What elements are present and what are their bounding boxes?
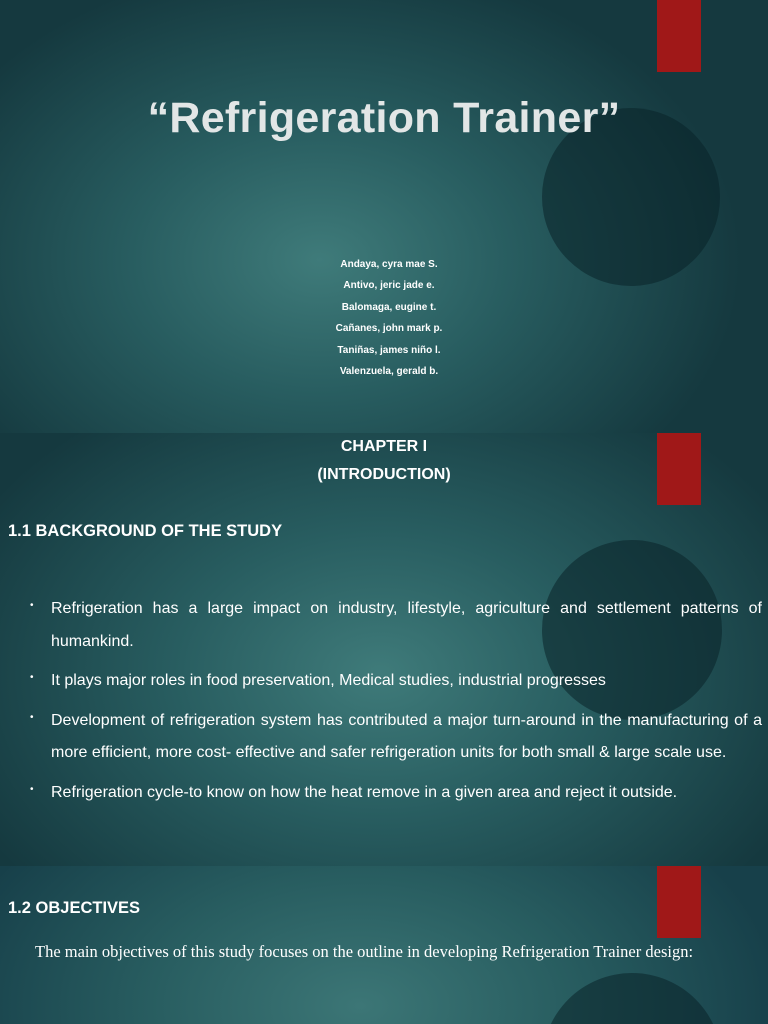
bullet-icon: • — [30, 600, 34, 611]
section-heading: 1.2 OBJECTIVES — [8, 899, 141, 917]
red-accent-bar — [657, 0, 701, 72]
chapter-title: CHAPTER I — [340, 438, 428, 455]
objectives-slide — [0, 866, 768, 1024]
author-list — [0, 254, 768, 382]
bullet-item — [30, 777, 762, 810]
bullet-text: Refrigeration cycle-to know on how the heat remove in a given area and reject it outside. — [51, 783, 678, 801]
author-name: Balomaga, eugine t. — [341, 301, 437, 313]
bullet-text: It plays major roles in food preservation, Medical studies, industrial progresses — [51, 672, 606, 689]
bullet-text: Refrigeration has a large impact on industry, lifestyle, agriculture and settlement patterns of humankind. — [51, 600, 762, 650]
bullet-item — [30, 593, 762, 658]
bullet-list — [30, 593, 762, 816]
chapter-subtitle: (INTRODUCTION) — [317, 466, 451, 483]
chapter-heading — [0, 433, 768, 489]
bullet-item — [30, 665, 762, 698]
bullet-icon: • — [30, 783, 34, 795]
author-name: Cañanes, john mark p. — [335, 323, 443, 335]
author-name: Andaya, cyra mae S. — [340, 259, 438, 270]
bullet-icon: • — [30, 711, 34, 723]
objectives-paragraph: The main objectives of this study focuses on the outline in developing Refrigeration Trainer design: — [35, 942, 694, 961]
red-accent-bar — [657, 866, 701, 938]
author-name: Taniñas, james niño l. — [337, 344, 441, 356]
title-slide — [0, 0, 768, 433]
decorative-circle — [542, 973, 722, 1024]
bullet-text: Development of refrigeration system has contributed a major turn-around in the manufacturing of a more efficient, more cost- effective and safer refrigeration units for both small & large scale use. — [51, 711, 762, 761]
author-name: Antivo, jeric jade e. — [343, 280, 435, 292]
section-heading: 1.1 BACKGROUND OF THE STUDY — [8, 522, 283, 540]
bullet-icon: • — [30, 672, 34, 683]
introduction-slide — [0, 433, 768, 866]
bullet-item — [30, 705, 762, 770]
slide-title: “Refrigeration Trainer” — [147, 94, 621, 142]
author-name: Valenzuela, gerald b. — [339, 366, 439, 378]
